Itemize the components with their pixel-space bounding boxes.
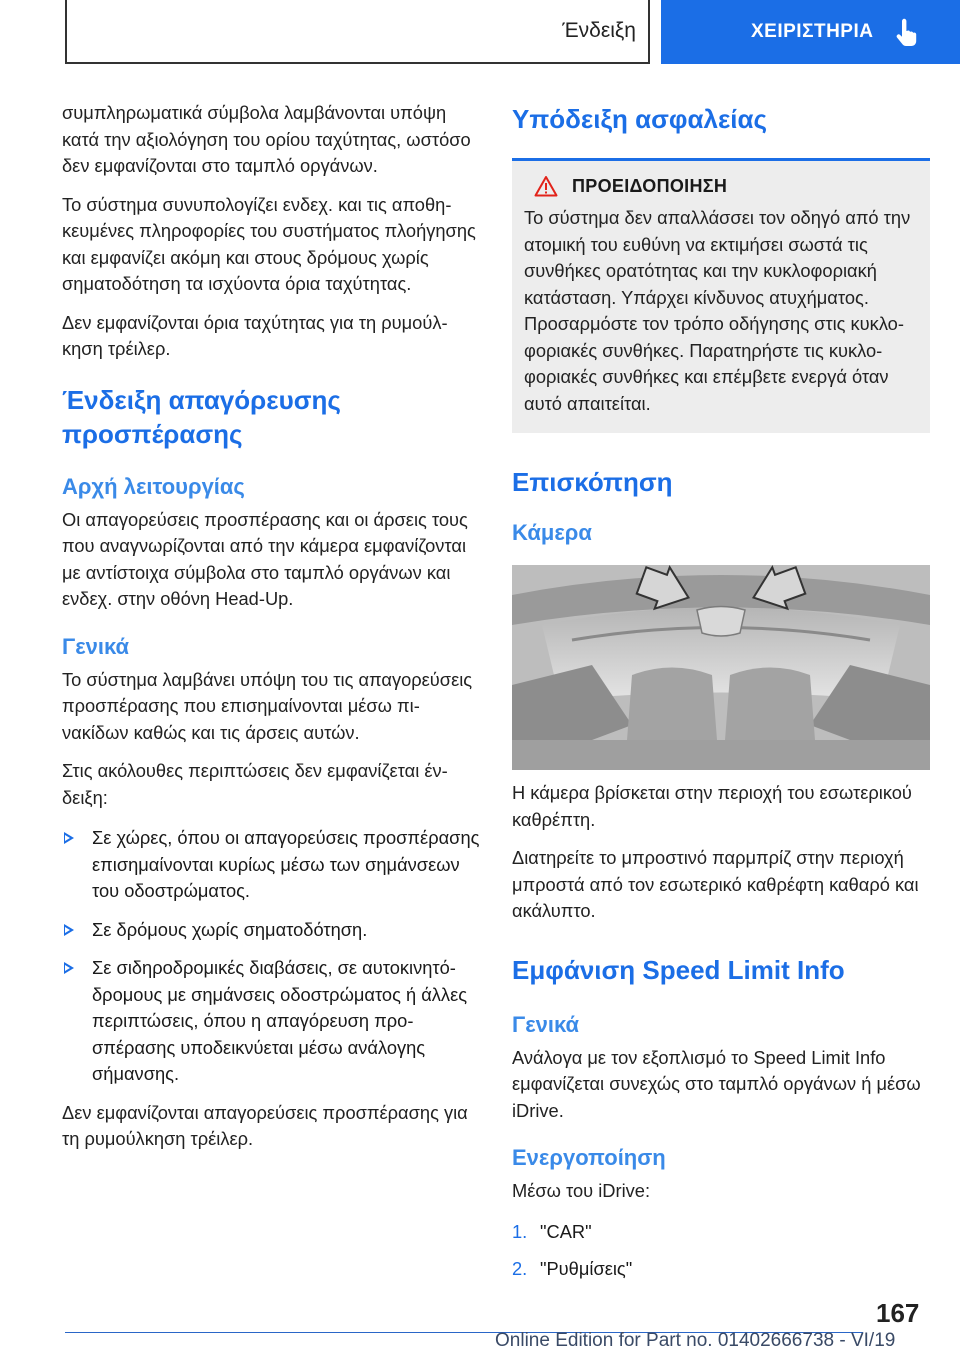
paragraph: Το σύστημα λαμβάνει υπόψη του τις απαγορεύσεις προσπέρασης που επισημαίνονται μέσω πινακίδων καθώς και τις άρσεις αυτών. [62, 668, 473, 743]
heading-activation: Ενεργοποίηση [512, 1145, 666, 1170]
heading-no-overtaking-display: Ένδειξη απαγόρευσης προσπέρασης [62, 384, 341, 449]
condition-list [62, 825, 480, 1088]
warning-triangle-icon [534, 175, 558, 197]
chapter-label: ΧΕΙΡΙΣΤΗΡΙΑ [751, 21, 874, 42]
heading-general: Γενικά [512, 1011, 580, 1037]
car-interior-illustration [512, 565, 930, 770]
list-item: Σε δρόμους χωρίς σηματοδότηση. [62, 917, 480, 944]
steps-list [512, 1219, 930, 1283]
step-item: 2. "Ρυθμίσεις" [512, 1258, 633, 1279]
list-item: Σε χώρες, όπου οι απαγορεύσεις προσπέρασης επισημαίνονται κυρίως μέσω των σημάνσεων του οδοστρώματος. [62, 825, 480, 905]
page-number: 167 [876, 1298, 920, 1328]
paragraph: Δεν εμφανίζονται όρια ταχύτητας για τη ρυμούλκηση τρέιλερ. [62, 311, 448, 359]
hand-pointer-icon [893, 18, 921, 48]
left-column [62, 100, 480, 1165]
heading-safety-note: Υπόδειξη ασφαλείας [512, 104, 768, 134]
paragraph: Μέσω του iDrive: [512, 1180, 651, 1201]
camera-location-image [512, 565, 930, 770]
right-column [512, 100, 930, 1294]
heading-principle: Αρχή λειτουργίας [62, 473, 245, 499]
heading-camera: Κάμερα [512, 520, 592, 545]
list-item: Σε σιδηροδρομικές διαβάσεις, σε αυτοκινητόδρομους με σημάνσεις οδοστρώματος ή άλλες περιπτώσεις, όπου η απαγόρευση προσπέρασης υποδεικνύεται μέσω ανάλογης σήμανσης. [62, 955, 480, 1088]
heading-speed-limit-display: Εμφάνιση Speed Limit Info [512, 954, 845, 985]
section-header [65, 0, 650, 64]
warning-text: Το σύστημα δεν απαλλάσσει τον οδηγό από την ατομική του ευθύνη να εκτιμήσει σωστά τις συνθήκες ορατότητας και την κυκλοφοριακή κατάσταση. Υπάρχει κίνδυνος ατυχήματος. Προσαρμόστε τον τρόπο οδήγησης στις κυκλοφοριακές συνθήκες. Παρατηρήστε τις κυκλοφοριακές συνθήκες και επέμβετε ενεργά όταν αυτό απαιτείται. [524, 207, 911, 414]
chapter-tab [661, 0, 960, 64]
heading-general: Γενικά [62, 633, 130, 659]
triangle-bullet-icon [64, 962, 74, 974]
triangle-bullet-icon [64, 832, 74, 844]
paragraph: συμπληρωματικά σύμβολα λαμβάνονται υπόψη κατά την αξιολόγηση του ορίου ταχύτητας, ωστόσο δεν εμφανίζονται στο ταμπλό οργάνων. [62, 102, 471, 176]
warning-title: ΠΡΟΕΙΔΟΠΟΙΗΣΗ [572, 175, 728, 196]
paragraph: Η κάμερα βρίσκεται στην περιοχή του εσωτερικού καθρέπτη. [512, 782, 912, 830]
paragraph: Διατηρείτε το μπροστινό παρμπρίζ στην περιοχή μπροστά από τον εσωτερικό καθρέφτη καθαρό και ακάλυπτο. [512, 847, 919, 921]
paragraph: Το σύστημα συνυπολογίζει ενδεχ. και τις αποθηκευμένες πληροφορίες του συστήματος πλοήγησης και εμφανίζει ακόμη και στους δρόμους χωρίς σηματοδότηση τα ισχύοντα όρια ταχύτητας. [62, 193, 476, 294]
warning-box [512, 161, 930, 433]
edition-footer: Online Edition for Part no. 01402666738 - VI/19 [495, 1330, 896, 1351]
paragraph: Οι απαγορεύσεις προσπέρασης και οι άρσεις τους που αναγνωρίζονται από την κάμερα εμφανίζονται με αντίστοιχα σύμβολα στο ταμπλό οργάνων και ενδεχ. στην οθόνη Head-Up. [62, 508, 468, 609]
section-label: Ένδειξη [562, 19, 636, 42]
step-item: 1. "CAR" [512, 1220, 592, 1242]
triangle-bullet-icon [64, 924, 74, 936]
warning-header [524, 175, 922, 197]
paragraph: Στις ακόλουθες περιπτώσεις δεν εμφανίζεται ένδειξη: [62, 760, 448, 808]
paragraph: Δεν εμφανίζονται απαγορεύσεις προσπέρασης για τη ρυμούλκηση τρέιλερ. [62, 1101, 468, 1149]
heading-overview: Επισκόπηση [512, 467, 673, 497]
paragraph: Ανάλογα με τον εξοπλισμό το Speed Limit Info εμφανίζεται συνεχώς στο ταμπλό οργάνων ή μέσω iDrive. [512, 1046, 921, 1121]
